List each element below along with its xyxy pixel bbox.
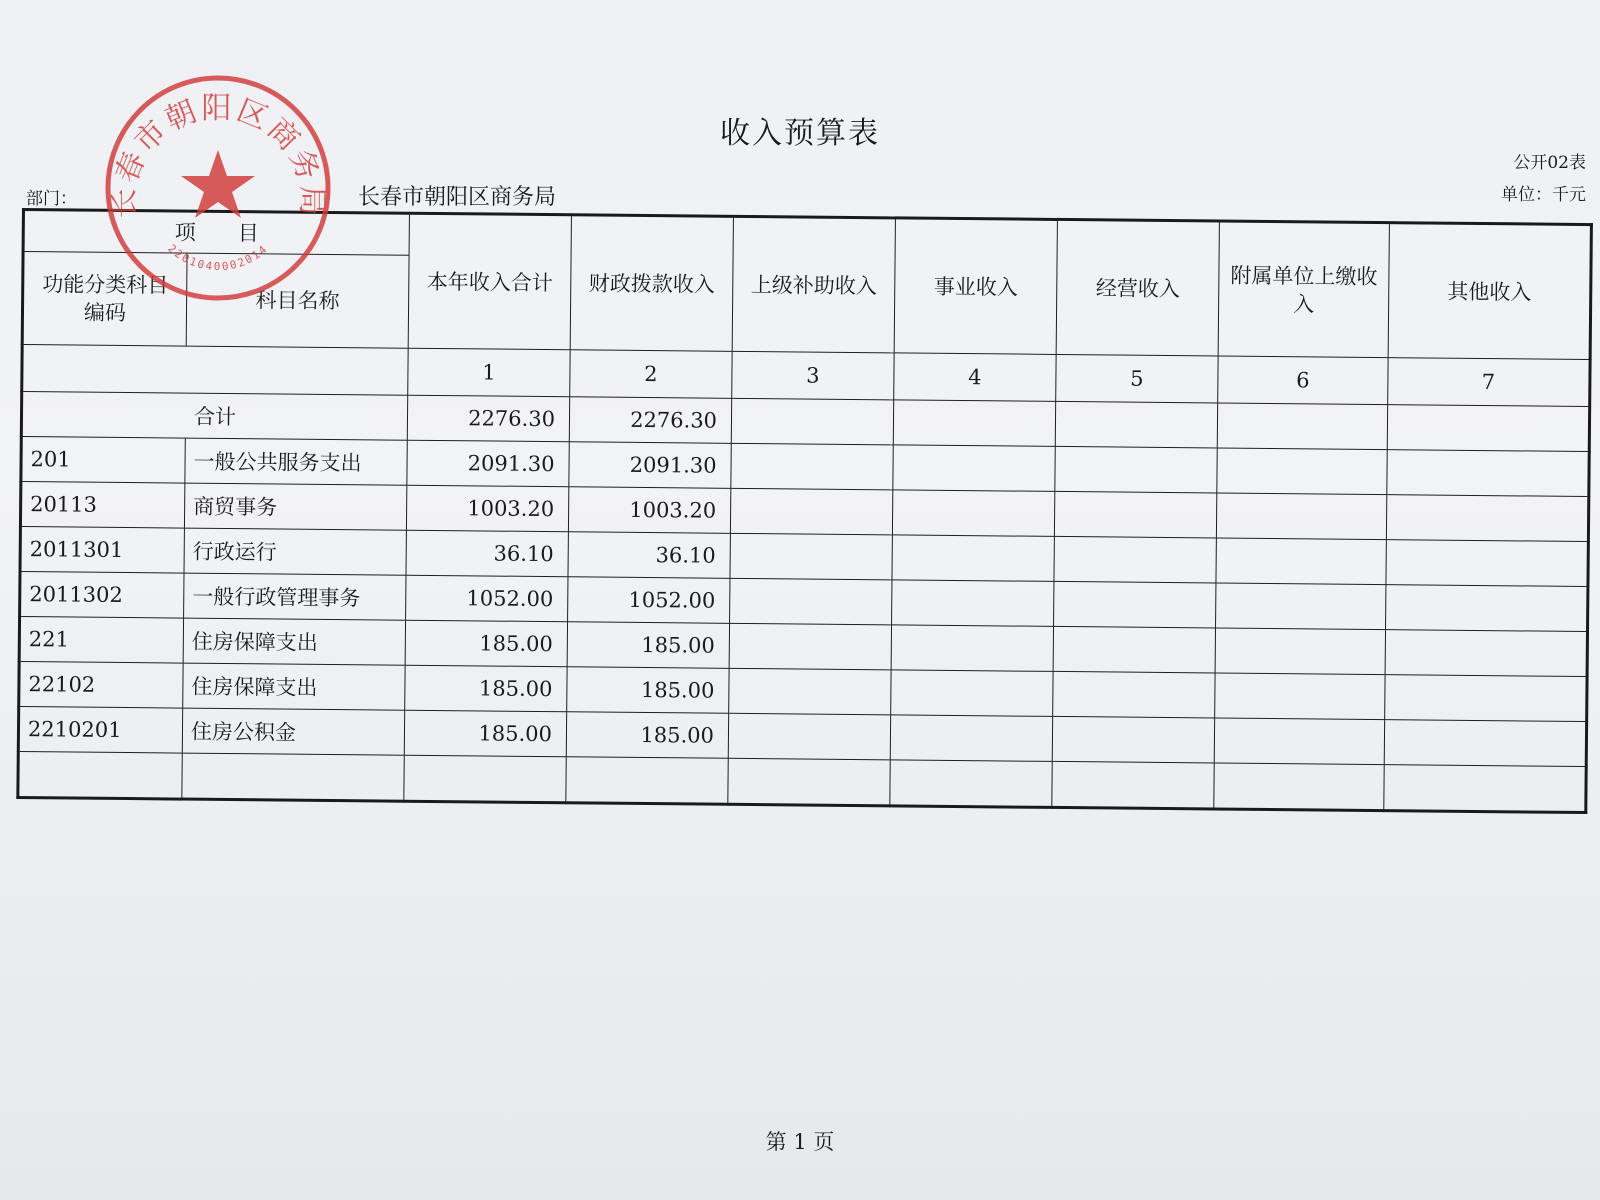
row-value [1054,581,1216,628]
row-value: 1003.20 [568,487,730,534]
row-value [566,757,728,805]
row-value [890,760,1052,808]
row-value [1384,765,1586,813]
row-value [1215,673,1385,720]
header-item: 项 目 [23,210,409,256]
seal-serial: 2201040002014 [165,241,271,274]
row-value [1217,448,1387,495]
row-value [1053,671,1215,718]
row-code: 2011302 [20,571,184,618]
seal-text: 长春市朝阳区商务局 [106,90,330,219]
row-value [1054,491,1216,538]
row-value [1052,716,1214,763]
row-value [728,713,890,760]
row-value [891,670,1053,717]
row-value [1214,718,1384,765]
header-col-3: 上级补助收入 [732,216,895,353]
row-code: 2210201 [18,706,182,753]
row-value [1386,540,1588,587]
col-index-7: 7 [1388,358,1590,407]
total-value [1055,401,1217,448]
row-value [731,443,893,490]
total-value [893,400,1055,447]
row-value [1214,763,1384,811]
row-subject-name: 一般行政管理事务 [184,573,406,620]
row-value: 2091.30 [569,442,731,489]
row-subject-name: 一般公共服务支出 [185,438,407,485]
row-value [1054,536,1216,583]
row-code: 2011301 [20,526,184,573]
document-title: 收入预算表 [720,116,880,151]
header-col-5: 经营收入 [1056,219,1219,356]
row-value [730,533,892,580]
row-code: 221 [19,616,183,663]
header-col-4: 事业收入 [894,218,1057,355]
row-value [891,625,1053,672]
row-value: 1003.20 [406,485,568,532]
row-value [1055,446,1217,493]
row-value [1386,585,1588,632]
row-value [1385,630,1587,677]
col-index-4: 4 [894,353,1056,402]
row-value [892,580,1054,627]
row-value [1053,626,1215,673]
row-value [1384,720,1586,767]
row-value: 185.00 [567,622,729,669]
row-value [893,445,1055,492]
row-value: 185.00 [566,712,728,759]
row-subject-name [182,753,404,801]
row-value: 185.00 [404,710,566,757]
department-label: 部门： [26,189,77,209]
row-value [890,715,1052,762]
row-value [729,623,891,670]
row-value [730,578,892,625]
total-value [1387,405,1589,452]
row-value [728,758,890,806]
row-value: 185.00 [567,667,729,714]
total-value [731,398,893,445]
row-value [729,668,891,715]
col-index-1: 1 [408,348,570,397]
page-number: 第 1 页 [765,1130,835,1154]
row-value [1386,495,1588,542]
row-value: 1052.00 [406,575,568,622]
col-index-2: 2 [570,350,732,399]
header-col-2: 财政拨款收入 [570,215,733,352]
total-value: 2276.30 [569,397,731,444]
row-code: 22102 [19,661,183,708]
row-value: 185.00 [405,620,567,667]
header-col-6: 附属单位上缴收入 [1218,221,1389,358]
total-value: 2276.30 [407,395,569,442]
row-value: 1052.00 [568,577,730,624]
row-value [1052,761,1214,809]
col-index-3: 3 [732,351,894,400]
row-value [892,535,1054,582]
header-code: 功能分类科目编码 [22,252,187,347]
row-value [1216,493,1386,540]
row-value: 2091.30 [407,440,569,487]
income-budget-table [16,208,1593,814]
row-subject-name: 商贸事务 [184,483,406,530]
row-subject-name: 住房保障支出 [183,663,405,710]
row-value: 36.10 [406,530,568,577]
header-col-7: 其他收入 [1388,223,1591,360]
header-subject: 科目名称 [186,253,409,348]
total-label: 合计 [21,392,407,441]
row-subject-name: 行政运行 [184,528,406,575]
row-value: 185.00 [405,665,567,712]
row-code [18,751,182,799]
row-value [404,755,566,803]
row-code: 20113 [20,482,184,529]
row-value [892,490,1054,537]
row-code: 201 [21,437,185,484]
col-index-5: 5 [1056,354,1218,403]
unit-label: 单位：千元 [1501,185,1586,205]
row-value: 36.10 [568,532,730,579]
form-number: 公开02表 [1513,153,1586,173]
row-value [1385,675,1587,722]
row-value [1215,628,1385,675]
row-value [1216,538,1386,585]
row-subject-name: 住房保障支出 [183,618,405,665]
header-col-1: 本年收入合计 [408,213,571,350]
row-value [1216,583,1386,630]
row-value [1387,450,1589,497]
department-name: 长春市朝阳区商务局 [358,185,557,210]
col-index-6: 6 [1218,356,1388,405]
row-subject-name: 住房公积金 [182,708,404,755]
total-value [1217,403,1387,450]
row-value [730,488,892,535]
